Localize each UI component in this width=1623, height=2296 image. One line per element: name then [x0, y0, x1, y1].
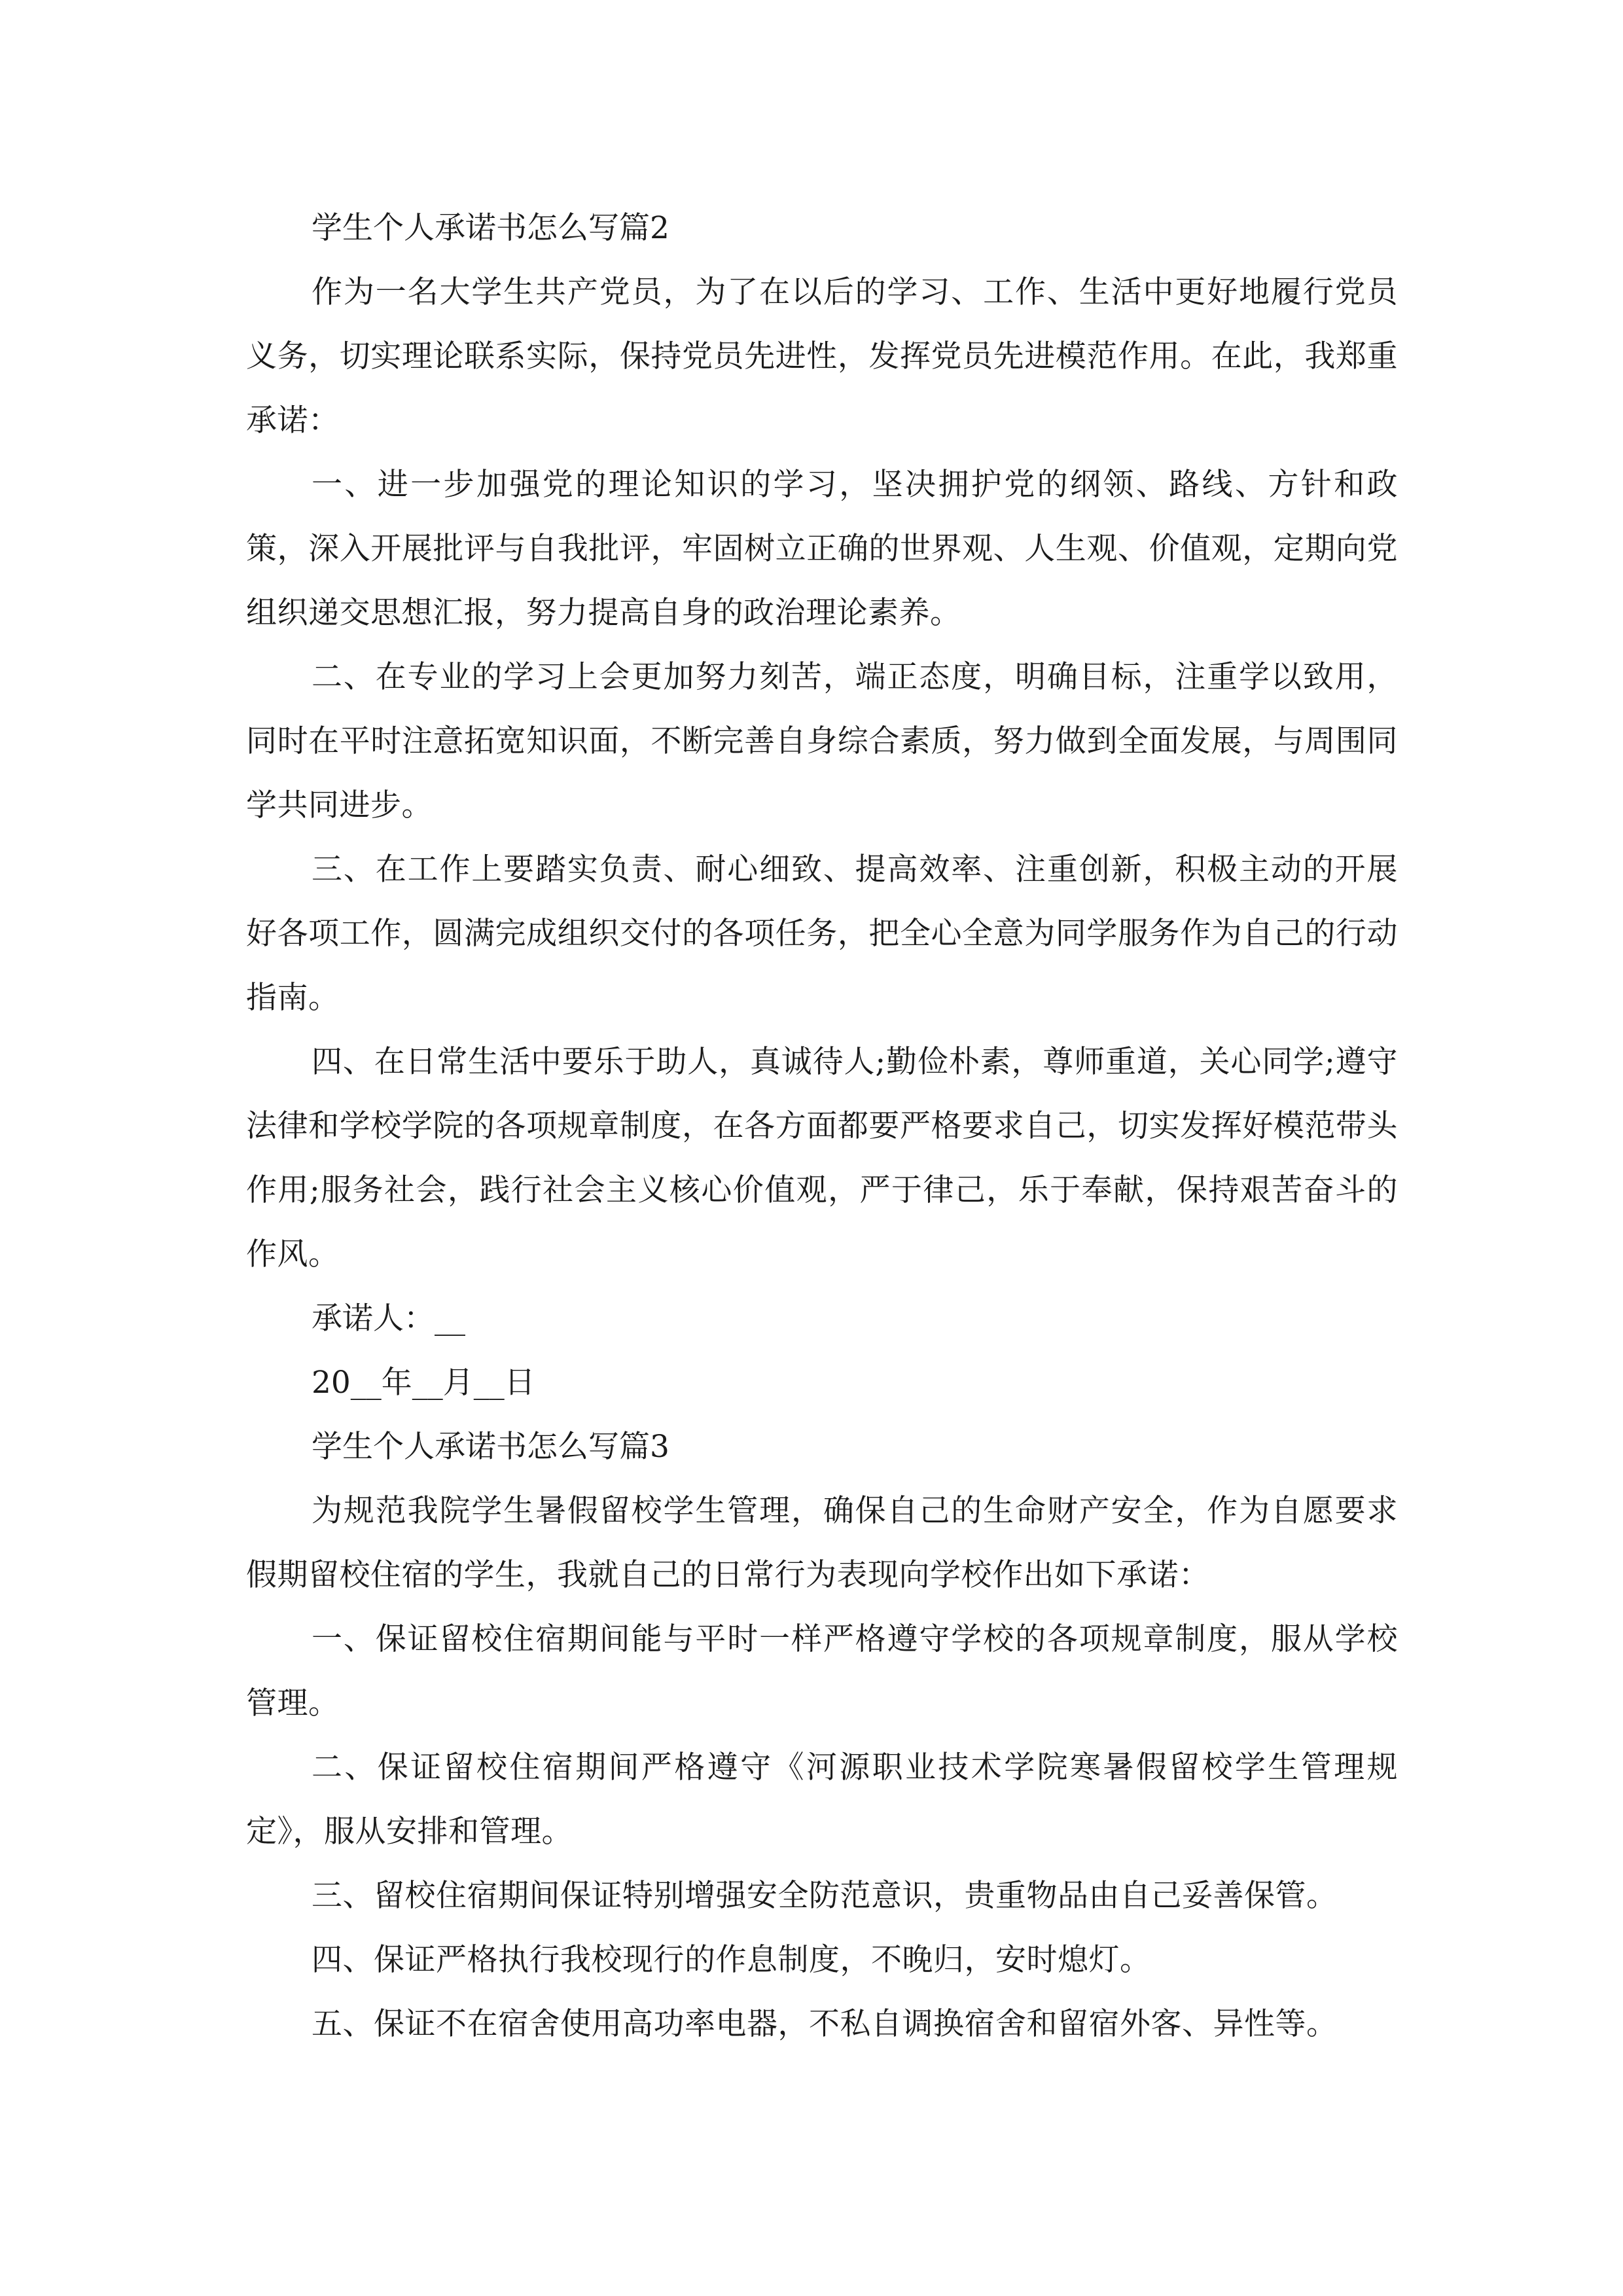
- section-3-item-5: 五、保证不在宿舍使用高功率电器，不私自调换宿舍和留宿外客、异性等。: [312, 2006, 1338, 2042]
- section-3-item-4: 四、保证严格执行我校现行的作息制度，不晚归，安时熄灯。: [312, 1942, 1151, 1978]
- section-2-item-1: 一、进一步加强党的理论知识的学习，坚决拥护党的纲领、路线、方针和政策，深入开展批评与自我批评，牢固树立正确的世界观、人生观、价值观，定期向党组织递交思想汇报，努力提高自身的政治理论素养。: [246, 467, 1398, 631]
- section-3-title: 学生个人承诺书怎么写篇3: [312, 1429, 669, 1465]
- section-3-intro: 为规范我院学生暑假留校学生管理，确保自己的生命财产安全，作为自愿要求假期留校住宿的学生，我就自己的日常行为表现向学校作出如下承诺：: [246, 1493, 1398, 1593]
- section-2-item-3: 三、在工作上要踏实负责、耐心细致、提高效率、注重创新，积极主动的开展好各项工作，圆满完成组织交付的各项任务，把全心全意为同学服务作为自己的行动指南。: [246, 852, 1398, 1016]
- section-3-item-2: 二、保证留校住宿期间严格遵守《河源职业技术学院寒暑假留校学生管理规定》，服从安排和管理。: [246, 1749, 1398, 1850]
- document-body: [246, 196, 1398, 2056]
- section-2-item-4: 四、在日常生活中要乐于助人，真诚待人;勤俭朴素，尊师重道，关心同学;遵守法律和学校学院的各项规章制度，在各方面都要严格要求自己，切实发挥好模范带头作用;服务社会，践行社会主义核心价值观，严于律己，乐于奉献，保持艰苦奋斗的作风。: [246, 1044, 1398, 1272]
- section-3-item-3: 三、留校住宿期间保证特别增强安全防范意识，贵重物品由自己妥善保管。: [312, 1878, 1338, 1914]
- section-2-intro: 作为一名大学生共产党员，为了在以后的学习、工作、生活中更好地履行党员义务，切实理论联系实际，保持党员先进性，发挥党员先进模范作用。在此，我郑重承诺：: [246, 274, 1398, 439]
- section-2-title: 学生个人承诺书怎么写篇2: [312, 210, 669, 246]
- signer-line: 承诺人：__: [312, 1300, 465, 1336]
- date-line: 20__年__月__日: [312, 1365, 535, 1401]
- section-3-item-1: 一、保证留校住宿期间能与平时一样严格遵守学校的各项规章制度，服从学校管理。: [246, 1621, 1398, 1721]
- section-2-item-2: 二、在专业的学习上会更加努力刻苦，端正态度，明确目标，注重学以致用，同时在平时注意拓宽知识面，不断完善自身综合素质，努力做到全面发展，与周围同学共同进步。: [246, 659, 1398, 823]
